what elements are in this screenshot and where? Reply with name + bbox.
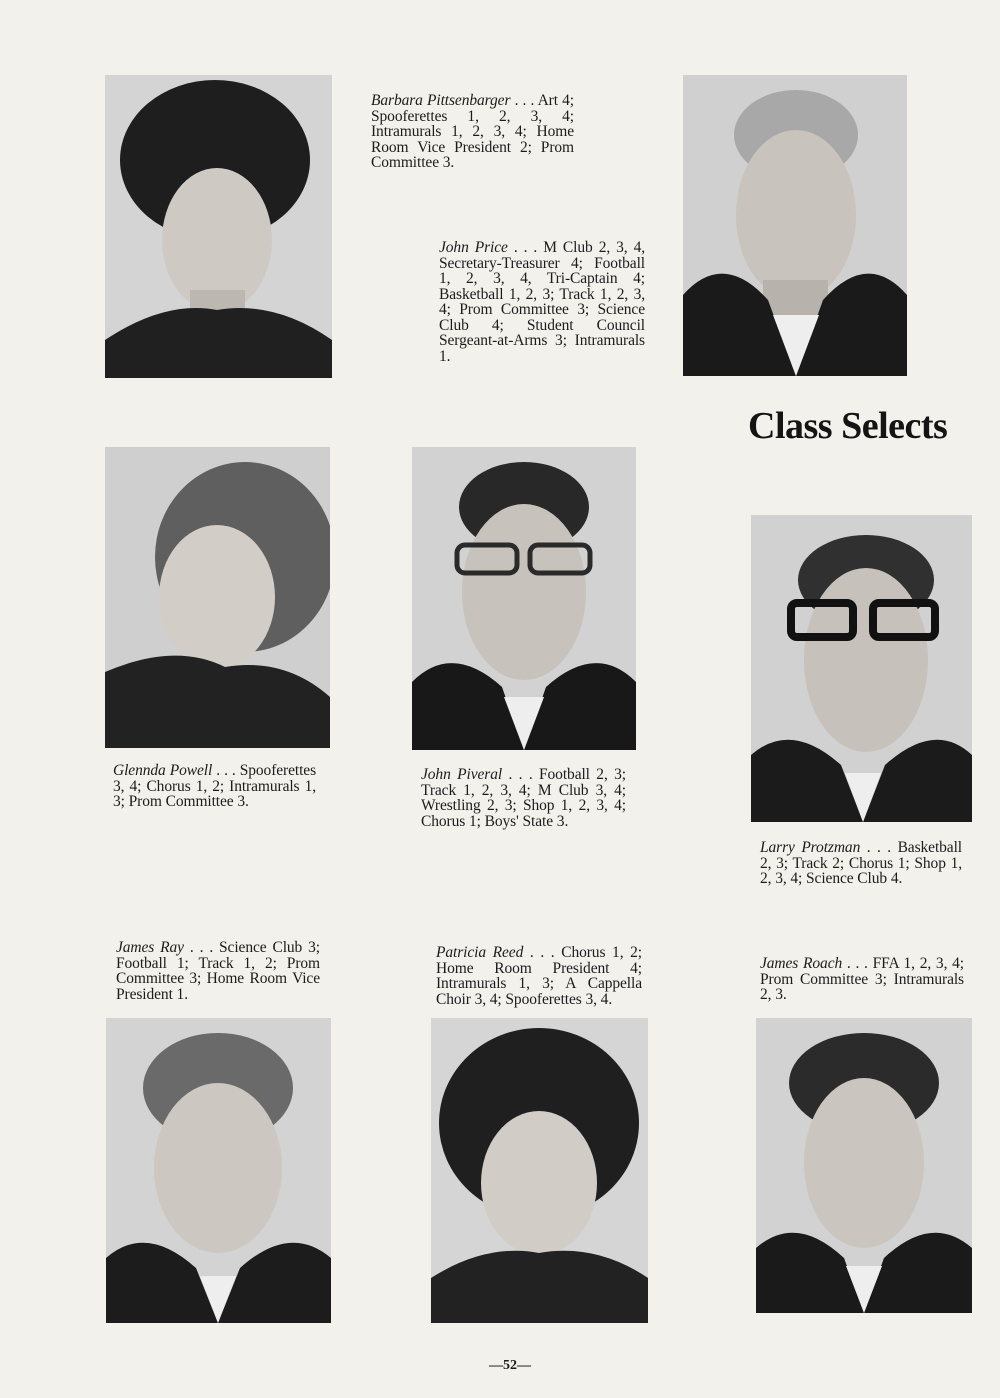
caption-glennda-powell [113,763,316,810]
portrait-james-ray [106,1018,331,1323]
student-activities: . . . Science Club 3; Football 1; Track 1, 2; Prom Committee 3; Home Room Vice President 1. [116,939,320,1003]
student-name: Patricia Reed [436,944,524,961]
student-activities: . . . Chorus 1, 2; Home Room President 4; Intramurals 1, 3; A Cappella Choir 3, 4; Spooferettes 3, 4. [436,944,642,1008]
student-name: Glennda Powell [113,762,213,779]
caption-james-roach [760,956,964,1003]
student-name: James Roach [760,955,843,972]
caption-barbara-pittsenbarger [371,93,574,171]
student-name: James Ray [116,939,184,956]
student-activities: . . . Art 4; Spooferettes 1, 2, 3, 4; Intramurals 1, 2, 3, 4; Home Room Vice President 2; Prom Committee 3. [371,92,574,171]
page-title: Class Selects [748,405,948,447]
portrait-barbara-pittsenbarger [105,75,332,378]
caption-james-ray [116,940,320,1002]
student-activities: . . . Football 2, 3; Track 1, 2, 3, 4; M Club 3, 4; Wrestling 2, 3; Shop 1, 2, 3, 4; Chorus 1; Boys' State 3. [421,766,626,830]
portrait-glennda-powell [105,447,330,748]
student-name: Larry Protzman [760,839,861,856]
student-activities: . . . FFA 1, 2, 3, 4; Prom Committee 3; Intramurals 2, 3. [760,955,964,1003]
caption-patricia-reed [436,945,642,1007]
student-name: John Piveral [421,766,503,783]
student-name: Barbara Pittsenbarger [371,92,511,109]
portrait-patricia-reed [431,1018,648,1323]
caption-john-piveral [421,767,626,829]
portrait-john-piveral [412,447,636,750]
portrait-larry-protzman [751,515,972,822]
caption-john-price [439,240,645,364]
portrait-james-roach [756,1018,972,1313]
student-activities: . . . Basketball 2, 3; Track 2; Chorus 1; Shop 1, 2, 3, 4; Science Club 4. [760,839,963,887]
caption-larry-protzman [760,840,962,887]
student-name: John Price [439,239,508,256]
student-activities: . . . M Club 2, 3, 4, Secretary-Treasurer 4; Football 1, 2, 3, 4, Tri-Captain 4; Basketball 1, 2, 3; Track 1, 2, 3, 4; Prom Committee 3; Science Club 4; Student Council Sergeant-at-Arms 3; Intramurals 1. [439,239,645,365]
portrait-john-price [683,75,907,376]
page-number: —52— [489,1358,531,1373]
student-activities: . . . Spooferettes 3, 4; Chorus 1, 2; Intramurals 1, 3; Prom Committee 3. [113,762,317,810]
